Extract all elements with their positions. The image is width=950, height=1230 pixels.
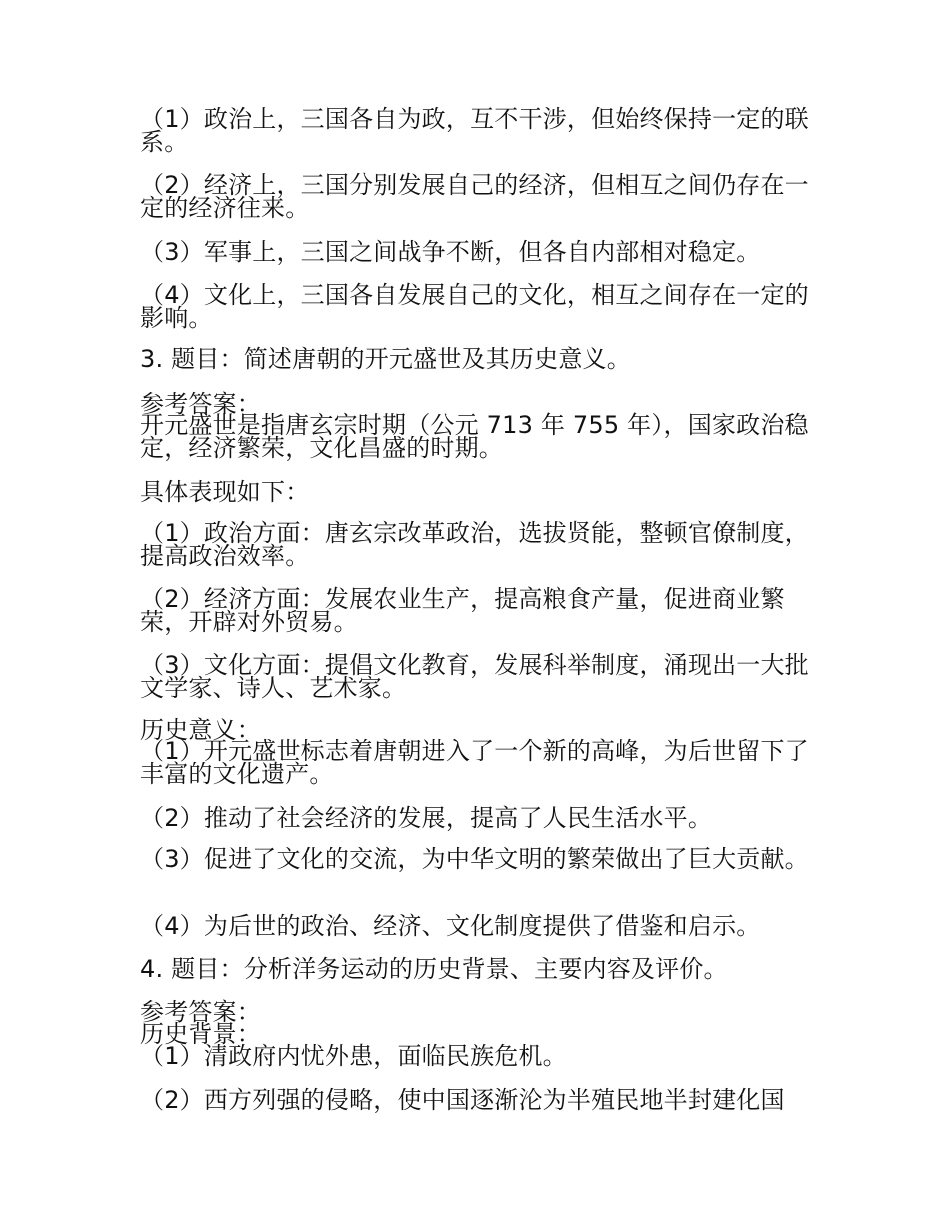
question-heading: 4. 题目：分析洋务运动的历史背景、主要内容及评价。 xyxy=(140,955,728,983)
paragraph-line: 开元盛世是指唐玄宗时期（公元 713 年 755 年），国家政治稳定，经济繁荣，文化昌盛的时期。 xyxy=(140,411,809,462)
paragraph-line: （1）清政府内忧外患，面临民族危机。 xyxy=(140,1042,567,1070)
paragraph-line: （4）文化上，三国各自发展自己的文化，相互之间存在一定的影响。 xyxy=(140,281,809,332)
paragraph-line: （2）推动了社会经济的发展，提高了人民生活水平。 xyxy=(140,804,713,832)
question-heading: 3. 题目：简述唐朝的开元盛世及其历史意义。 xyxy=(140,345,631,373)
paragraph-line: （2）经济方面：发展农业生产，提高粮食产量，促进商业繁荣，开辟对外贸易。 xyxy=(140,585,785,636)
paragraph-line: （2）经济上，三国分别发展自己的经济，但相互之间仍存在一定的经济往来。 xyxy=(140,171,809,222)
paragraph-line: （1）政治上，三国各自为政，互不干涉，但始终保持一定的联系。 xyxy=(140,105,809,156)
paragraph-line: （2）西方列强的侵略，使中国逐渐沦为半殖民地半封建化国 xyxy=(140,1086,785,1114)
paragraph-line: （1）开元盛世标志着唐朝进入了一个新的高峰，为后世留下了丰富的文化遗产。 xyxy=(140,737,809,788)
answer-label: 参考答案： xyxy=(140,998,261,1026)
section-label: 历史背景： xyxy=(140,1020,261,1048)
paragraph-line: （3）文化方面：提倡文化教育，发展科举制度，涌现出一大批文学家、诗人、艺术家。 xyxy=(140,651,809,702)
section-label: 具体表现如下： xyxy=(140,478,310,506)
paragraph-line: （3）军事上，三国之间战争不断，但各自内部相对稳定。 xyxy=(140,238,761,266)
paragraph-line: （4）为后世的政治、经济、文化制度提供了借鉴和启示。 xyxy=(140,912,761,940)
paragraph-line: （1）政治方面：唐玄宗改革政治，选拔贤能，整顿官僚制度，提高政治效率。 xyxy=(140,519,809,570)
answer-label: 参考答案： xyxy=(140,390,261,418)
paragraph-line: （3）促进了文化的交流，为中华文明的繁荣做出了巨大贡献。 xyxy=(140,845,809,873)
section-label: 历史意义： xyxy=(140,716,261,744)
